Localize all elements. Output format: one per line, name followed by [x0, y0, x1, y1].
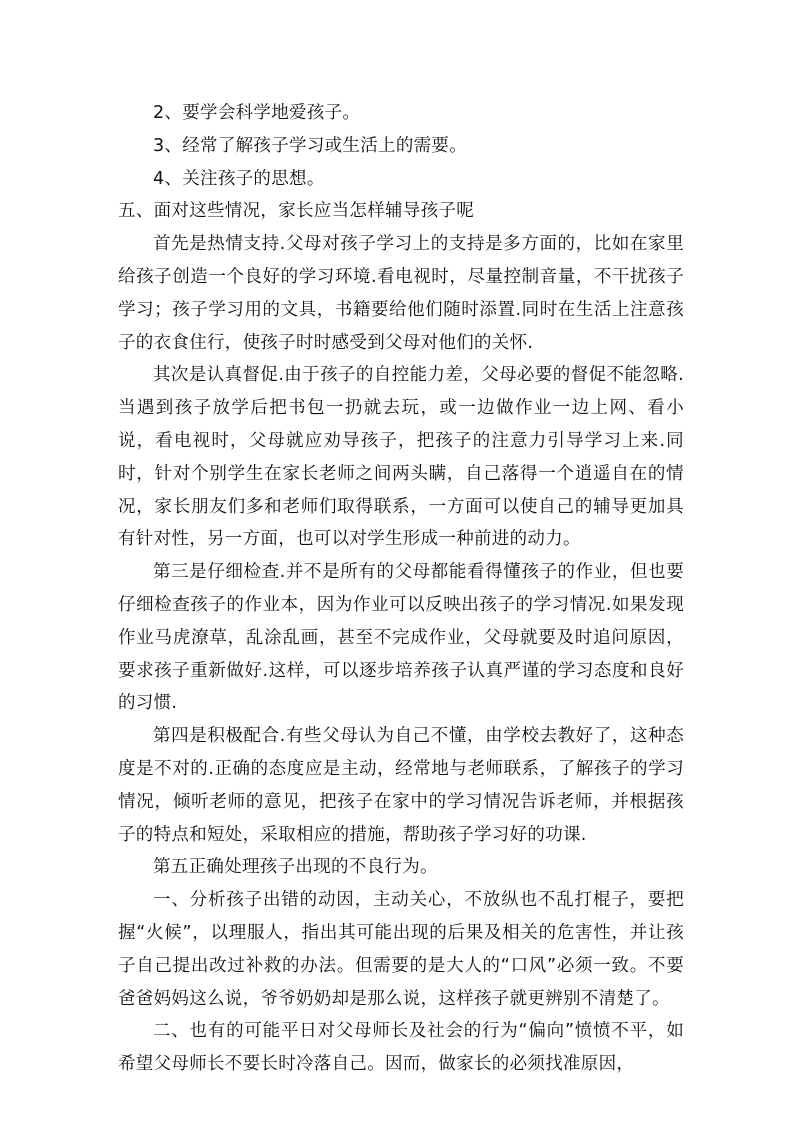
list-item-2: 2、要学会科学地爱孩子。: [153, 103, 361, 123]
paragraph-point-one: 一、分析孩子出错的动因，主动关心，不放纵也不乱打棍子，要把握“火候”，以理服人，指出其可能出现的后果及相关的危害性，并让孩子自己提出改过补救的办法。但需要的是大人的“口风”必须一致。不要爸爸妈妈这么说，爷爷奶奶却是那么说，这样孩子就更辨别不清楚了。: [118, 890, 684, 1009]
paragraph-second: 其次是认真督促.由于孩子的自控能力差，父母必要的督促不能忽略.当遇到孩子放学后把书包一扔就去玩，或一边做作业一边上网、看小说，看电视时，父母就应劝导孩子，把孩子的注意力引导学习上来.同时，针对个别学生在家长老师之间两头瞒，自己落得一个逍遥自在的情况，家长朋友们多和老师们取得联系，一方面可以使自己的辅导更加具有针对性，另一方面，也可以对学生形成一种前进的动力。: [118, 365, 684, 550]
paragraph-first: 首先是热情支持.父母对孩子学习上的支持是多方面的，比如在家里给孩子创造一个良好的学习环境.看电视时，尽量控制音量，不干扰孩子学习；孩子学习用的文具，书籍要给他们随时添置.同时在生活上注意孩子的衣食住行，使孩子时时感受到父母对他们的关怀.: [118, 234, 684, 353]
document-body: [118, 97, 684, 1081]
paragraph-fifth: 第五正确处理孩子出现的不良行为。: [153, 857, 438, 878]
section-heading-5: 五、面对这些情况，家长应当怎样辅导孩子呢: [118, 201, 474, 222]
paragraph-point-two: 二、也有的可能平日对父母师长及社会的行为“偏向”愤愤不平，如希望父母师长不要长时冷落自己。因而，做家长的必须找准原因，: [118, 1021, 684, 1075]
paragraph-third: 第三是仔细检查.并不是所有的父母都能看得懂孩子的作业，但也要仔细检查孩子的作业本，因为作业可以反映出孩子的学习情况.如果发现作业马虎潦草，乱涂乱画，甚至不完成作业，父母就要及时追问原因，要求孩子重新做好.这样，可以逐步培养孩子认真严谨的学习态度和良好的习惯.: [118, 562, 684, 714]
paragraph-fourth: 第四是积极配合.有些父母认为自己不懂，由学校去教好了，这种态度是不对的.正确的态度应是主动，经常地与老师联系，了解孩子的学习情况，倾听老师的意见，把孩子在家中的学习情况告诉老师，并根据孩子的特点和短处，采取相应的措施，帮助孩子学习好的功课.: [118, 726, 684, 845]
list-item-3: 3、经常了解孩子学习或生活上的需要。: [153, 135, 468, 156]
list-item-4: 4、关注孩子的思想。: [153, 168, 325, 189]
